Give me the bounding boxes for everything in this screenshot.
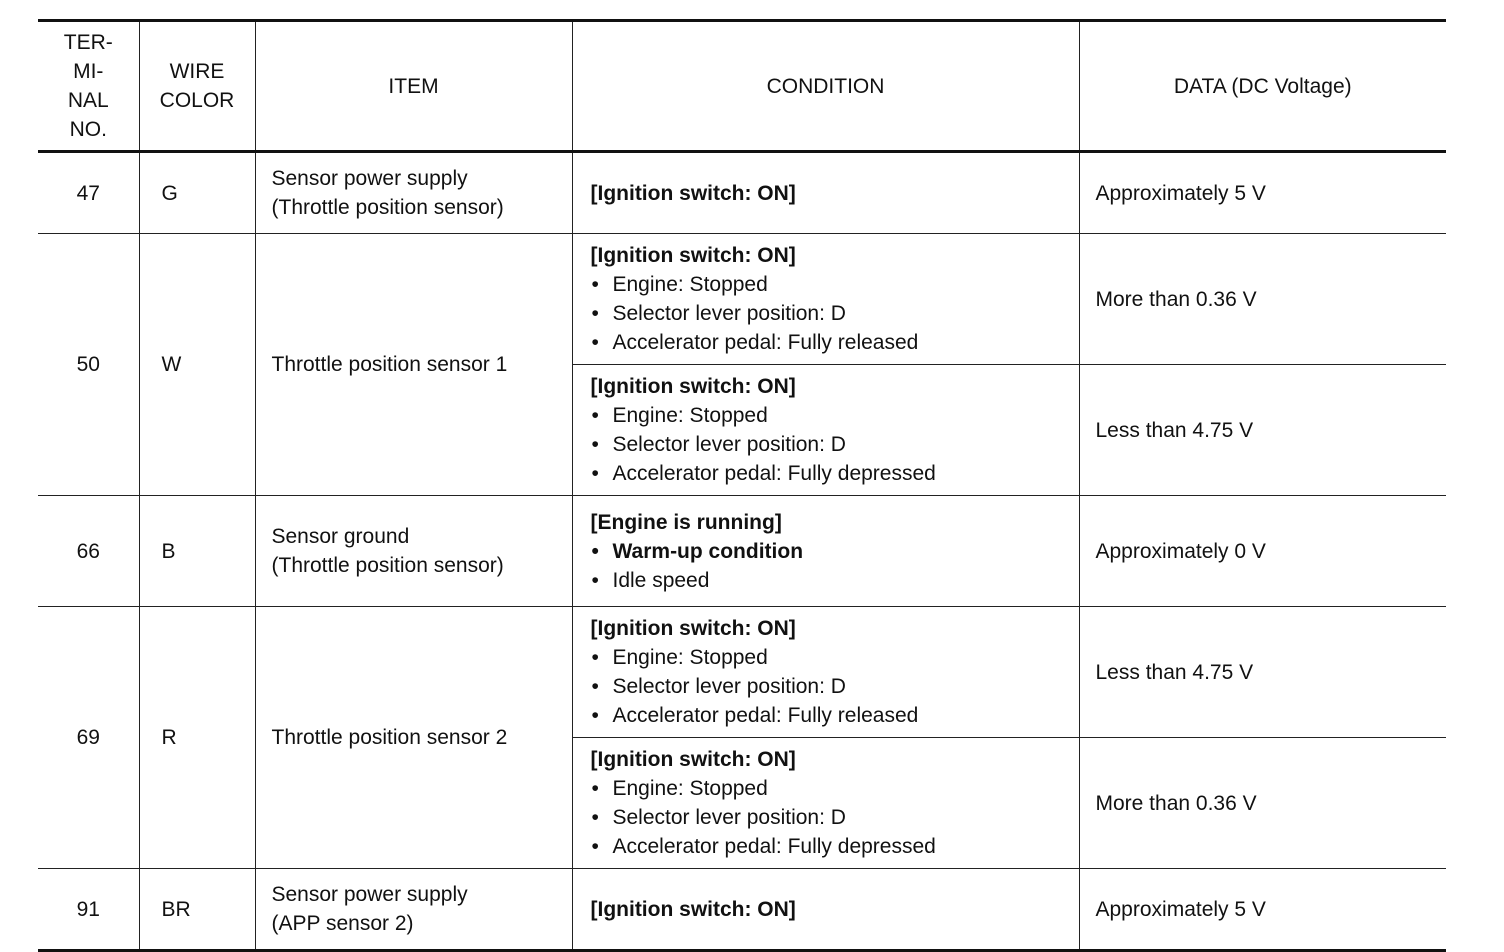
wire-color: W — [139, 234, 255, 496]
item-line: (Throttle position sensor) — [271, 196, 504, 219]
item-line: Sensor ground — [271, 525, 410, 548]
condition-item: • Accelerator pedal: Fully depressed — [591, 832, 1079, 861]
condition-item: • Warm-up condition — [591, 537, 1079, 566]
voltage-data: Approximately 0 V — [1079, 496, 1446, 607]
condition-cell — [572, 738, 1079, 869]
terminal-number: 50 — [38, 234, 139, 496]
terminal-number: 66 — [38, 496, 139, 607]
item-cell — [255, 607, 572, 869]
condition-list — [591, 643, 1079, 730]
condition-list — [591, 401, 1079, 488]
item-cell — [255, 869, 572, 951]
header-terminal-no: TER- MI- NAL NO. — [38, 21, 139, 152]
table-row — [38, 234, 1446, 365]
voltage-data: Approximately 5 V — [1079, 869, 1446, 951]
condition-heading: [Ignition switch: ON] — [590, 244, 796, 267]
condition-item: • Engine: Stopped — [591, 270, 1079, 299]
condition-heading: [Ignition switch: ON] — [590, 181, 796, 205]
header-wire-color: WIRE COLOR — [139, 21, 255, 152]
voltage-data: Less than 4.75 V — [1079, 365, 1446, 496]
item-line: Sensor power supply — [271, 167, 468, 190]
item-line: Throttle position sensor 2 — [271, 726, 508, 749]
voltage-data: Approximately 5 V — [1079, 152, 1446, 234]
condition-item: • Engine: Stopped — [591, 774, 1079, 803]
table-row — [38, 496, 1446, 607]
voltage-data: Less than 4.75 V — [1079, 607, 1446, 738]
condition-item: • Engine: Stopped — [591, 643, 1079, 672]
voltage-data: More than 0.36 V — [1079, 234, 1446, 365]
table-row — [38, 152, 1446, 234]
voltage-data: More than 0.36 V — [1079, 738, 1446, 869]
condition-item: • Idle speed — [591, 566, 1079, 595]
condition-item: • Accelerator pedal: Fully released — [591, 328, 1079, 357]
wire-color: BR — [139, 869, 255, 951]
item-line: Throttle position sensor 1 — [271, 353, 508, 376]
header-condition: CONDITION — [572, 21, 1079, 152]
condition-item: • Selector lever position: D — [591, 803, 1079, 832]
wire-color: B — [139, 496, 255, 607]
item-line: Sensor power supply — [271, 883, 468, 906]
table-row — [38, 607, 1446, 738]
item-cell — [255, 496, 572, 607]
header-data: DATA (DC Voltage) — [1079, 21, 1446, 152]
condition-heading: [Ignition switch: ON] — [590, 375, 796, 398]
wire-color: R — [139, 607, 255, 869]
condition-list — [591, 537, 1079, 595]
terminal-spec-table — [38, 19, 1446, 952]
condition-item: • Accelerator pedal: Fully depressed — [591, 459, 1079, 488]
condition-heading: [Engine is running] — [590, 510, 782, 534]
condition-heading: [Ignition switch: ON] — [590, 617, 796, 640]
terminal-number: 47 — [38, 152, 139, 234]
condition-cell — [572, 607, 1079, 738]
condition-item: • Accelerator pedal: Fully released — [591, 701, 1079, 730]
condition-cell — [572, 869, 1079, 951]
condition-heading: [Ignition switch: ON] — [590, 748, 796, 771]
wire-color: G — [139, 152, 255, 234]
item-cell — [255, 152, 572, 234]
condition-cell — [572, 496, 1079, 607]
condition-heading: [Ignition switch: ON] — [590, 897, 796, 921]
condition-cell — [572, 365, 1079, 496]
item-line: (APP sensor 2) — [271, 912, 414, 935]
header-item: ITEM — [255, 21, 572, 152]
condition-item: • Engine: Stopped — [591, 401, 1079, 430]
condition-cell — [572, 152, 1079, 234]
item-cell — [255, 234, 572, 496]
condition-item: • Selector lever position: D — [591, 430, 1079, 459]
header-row — [38, 21, 1446, 152]
condition-list — [591, 774, 1079, 861]
condition-item: • Selector lever position: D — [591, 672, 1079, 701]
table-row — [38, 869, 1446, 951]
condition-cell — [572, 234, 1079, 365]
condition-list — [591, 270, 1079, 357]
condition-item: • Selector lever position: D — [591, 299, 1079, 328]
item-line: (Throttle position sensor) — [271, 554, 504, 577]
terminal-number: 69 — [38, 607, 139, 869]
terminal-number: 91 — [38, 869, 139, 951]
